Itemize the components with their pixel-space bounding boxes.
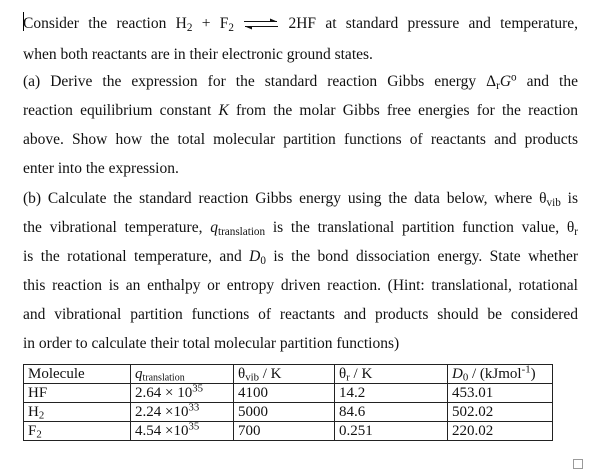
equilibrium-arrows-icon [243, 11, 279, 40]
intro-line-2: when both reactants are in their electronic ground states. [23, 46, 373, 63]
part-b-line-2: the vibrational temperature, $q_{translation}$ is the translational partition function value, $\theta_r$ [23, 219, 578, 238]
cell-theta-r: 84.6 [335, 403, 448, 422]
cell-theta-r: 0.251 [335, 422, 448, 441]
cell-d0: 502.02 [448, 403, 553, 422]
header-d0: $D_0$ / (kJmol$^{-1}$) [448, 365, 553, 384]
part-a-line-2: reaction equilibrium constant K from the molar Gibbs free energies for the reaction [23, 102, 579, 119]
cell-theta-vib: 700 [234, 422, 335, 441]
cell-q-translation: $2.64 \times 10^{35}$ [131, 384, 234, 403]
part-b-line-4: this reaction is an enthalpy or entropy driven reaction. (Hint: translational, rotational [23, 277, 578, 294]
table-row [24, 384, 553, 403]
header-q-translation: $q_{translation}$ [131, 365, 234, 384]
cell-d0: 453.01 [448, 384, 553, 403]
part-b-line-5: and vibrational partition functions of reactants and products should be considered [23, 306, 578, 323]
cell-molecule: HF [24, 384, 131, 403]
table-header-row [24, 365, 553, 384]
part-a-line-1: (a) Derive the expression for the standard reaction Gibbs energy $\Delta_rG^o$ and the [23, 71, 578, 92]
part-b-paragraph [23, 184, 578, 358]
cell-theta-vib: 5000 [234, 403, 335, 422]
intro-paragraph [23, 9, 578, 69]
header-molecule: Molecule [24, 365, 131, 384]
part-b-line-6: in order to calculate their total molecular partition functions) [23, 335, 400, 352]
header-theta-vib: $\theta_{vib}$ / K [234, 365, 335, 384]
cell-molecule: $H_2$ [24, 403, 131, 422]
cell-theta-r: 14.2 [335, 384, 448, 403]
header-theta-r: $\theta_r$ / K [335, 365, 448, 384]
part-a-paragraph [23, 67, 578, 183]
part-a-line-3: above. Show how the total molecular partition functions of reactants and products [23, 131, 578, 148]
cell-q-translation: $4.54 \times 10^{35}$ [131, 422, 234, 441]
table-resize-handle-icon[interactable] [573, 459, 583, 469]
molecule-data-table [23, 364, 553, 441]
table-row [24, 422, 553, 441]
part-b-line-3: is the rotational temperature, and $D_0$ is the bond dissociation energy. State whether [23, 248, 578, 267]
cell-molecule: $F_2$ [24, 422, 131, 441]
cell-theta-vib: 4100 [234, 384, 335, 403]
part-b-line-1: (b) Calculate the standard reaction Gibbs energy using the data below, where $\theta_{vib}$ is [23, 190, 578, 209]
intro-line-1: Consider the reaction $H_2 + F_2$ 2HF at standard pressure and temperature, [23, 9, 578, 40]
table-row [24, 403, 553, 422]
cell-q-translation: $2.24 \times 10^{33}$ [131, 403, 234, 422]
cell-d0: 220.02 [448, 422, 553, 441]
part-a-line-4: enter into the expression. [23, 160, 179, 177]
